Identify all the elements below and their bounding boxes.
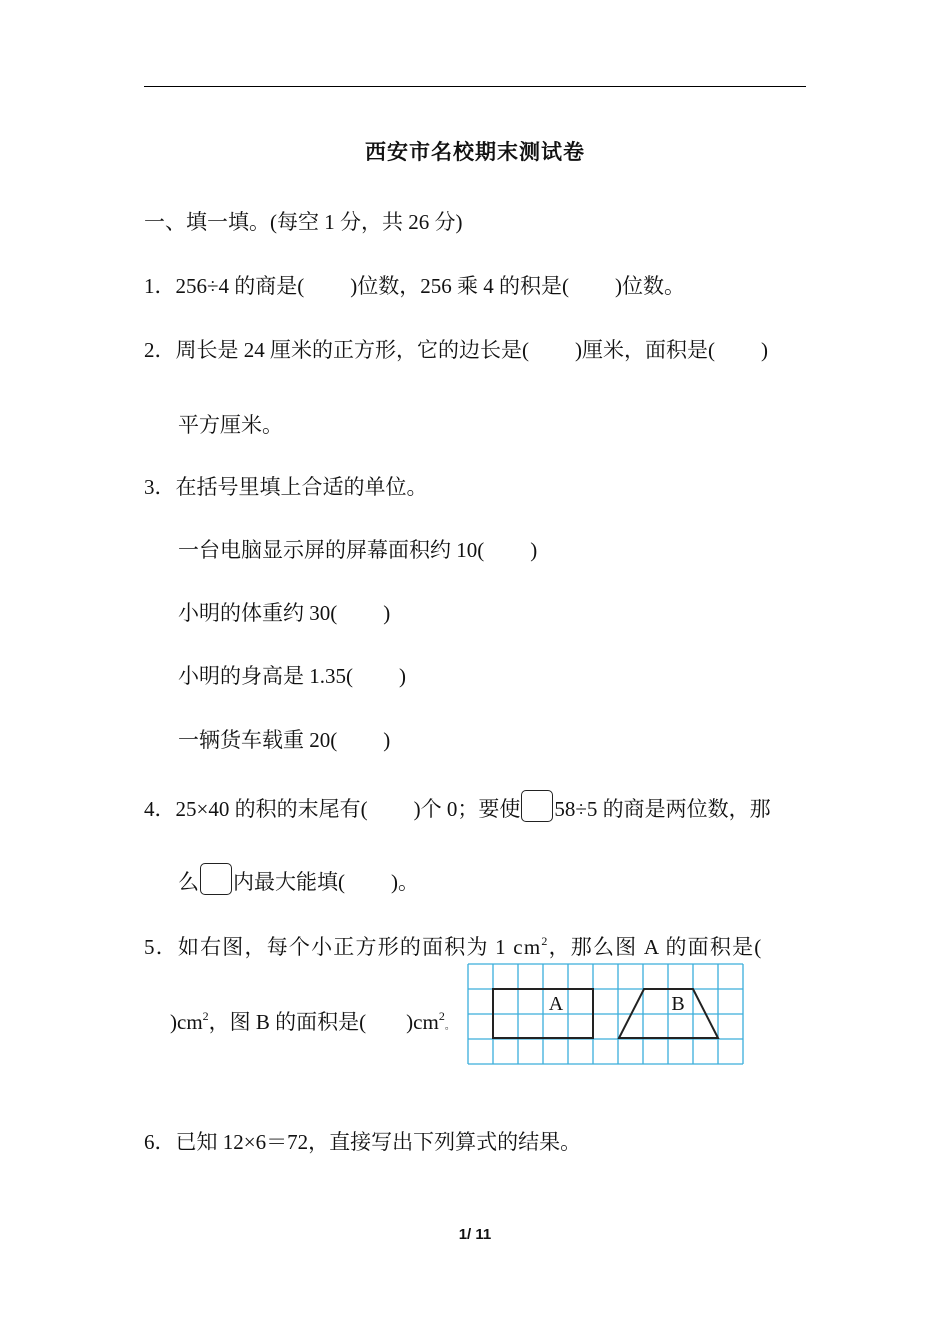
shape-a-label: A: [548, 993, 564, 1015]
question-number: 5．: [144, 935, 178, 959]
question-2: [144, 336, 768, 364]
question-text: )位数，256 乘 4 的积是(: [350, 274, 570, 298]
superscript: 2: [438, 1009, 445, 1023]
unit-item: [178, 599, 390, 627]
unit-item-text: 小明的体重约 30(: [178, 601, 338, 625]
grid-svg: [466, 962, 746, 1066]
unit-item-close: ): [530, 538, 538, 562]
unit-item-close: ): [383, 728, 391, 752]
question-5: [144, 927, 762, 961]
question-text: )位数。: [615, 274, 686, 298]
question-text: 在括号里填上合适的单位。: [175, 475, 428, 499]
question-text: 内最大能填(: [233, 870, 345, 894]
shape-b-label: B: [671, 993, 685, 1015]
unit-item: [178, 536, 537, 564]
section-heading: 一、填一填。(每空 1 分，共 26 分): [144, 210, 463, 234]
question-text: ，那么图 A 的面积是(: [548, 935, 763, 959]
superscript: 2: [202, 1009, 209, 1023]
question-number: 3．: [144, 475, 176, 499]
unit-item-text: 一辆货车载重 20(: [178, 728, 338, 752]
digit-box[interactable]: [200, 863, 232, 895]
question-text: )cm: [406, 1010, 439, 1034]
unit-item-close: ): [399, 664, 406, 688]
question-text: 。: [444, 1021, 455, 1032]
question-2-continued: 平方厘米。: [178, 413, 283, 437]
unit-item-close: ): [383, 601, 391, 625]
question-1: [144, 272, 685, 300]
question-text: 已知 12×6＝72，直接写出下列算式的结果。: [175, 1130, 582, 1154]
question-text: )厘米，面积是(: [575, 338, 715, 362]
question-6: [144, 1128, 581, 1156]
question-4-continued: [178, 863, 419, 896]
question-number: 2．: [144, 338, 176, 362]
question-4: [144, 790, 771, 823]
question-5-continued: [170, 1002, 455, 1041]
question-number: 1．: [144, 274, 176, 298]
page-title: 西安市名校期末测试卷: [365, 140, 585, 164]
question-text: )cm: [170, 1010, 203, 1034]
question-text: )个 0；要使: [413, 797, 521, 821]
page-number: 1/ 11: [458, 1226, 492, 1243]
superscript: 2: [541, 934, 549, 948]
question-text: 256÷4 的商是(: [175, 274, 305, 298]
unit-item-text: 一台电脑显示屏的屏幕面积约 10(: [178, 538, 485, 562]
unit-item-text: 小明的身高是 1.35(: [178, 664, 353, 688]
unit-item: [178, 726, 390, 754]
area-grid-figure: [466, 962, 746, 1071]
question-text: 么: [178, 870, 199, 894]
question-text: 周长是 24 厘米的正方形，它的边长是(: [175, 338, 529, 362]
grid-lines: [468, 964, 743, 1064]
question-text: ): [761, 338, 768, 362]
question-text: ，图 B 的面积是(: [208, 1010, 367, 1034]
question-number: 4．: [144, 797, 176, 821]
question-text: 25×40 的积的末尾有(: [175, 797, 368, 821]
question-text: 58÷5 的商是两位数，那: [554, 797, 771, 821]
question-text: 如右图，每个小正方形的面积为 1 cm: [177, 935, 542, 959]
question-3: [144, 473, 428, 501]
unit-item: [178, 662, 406, 690]
header-rule: [144, 86, 806, 87]
question-text: )。: [391, 870, 419, 894]
question-number: 6．: [144, 1130, 176, 1154]
digit-box[interactable]: [521, 790, 553, 822]
